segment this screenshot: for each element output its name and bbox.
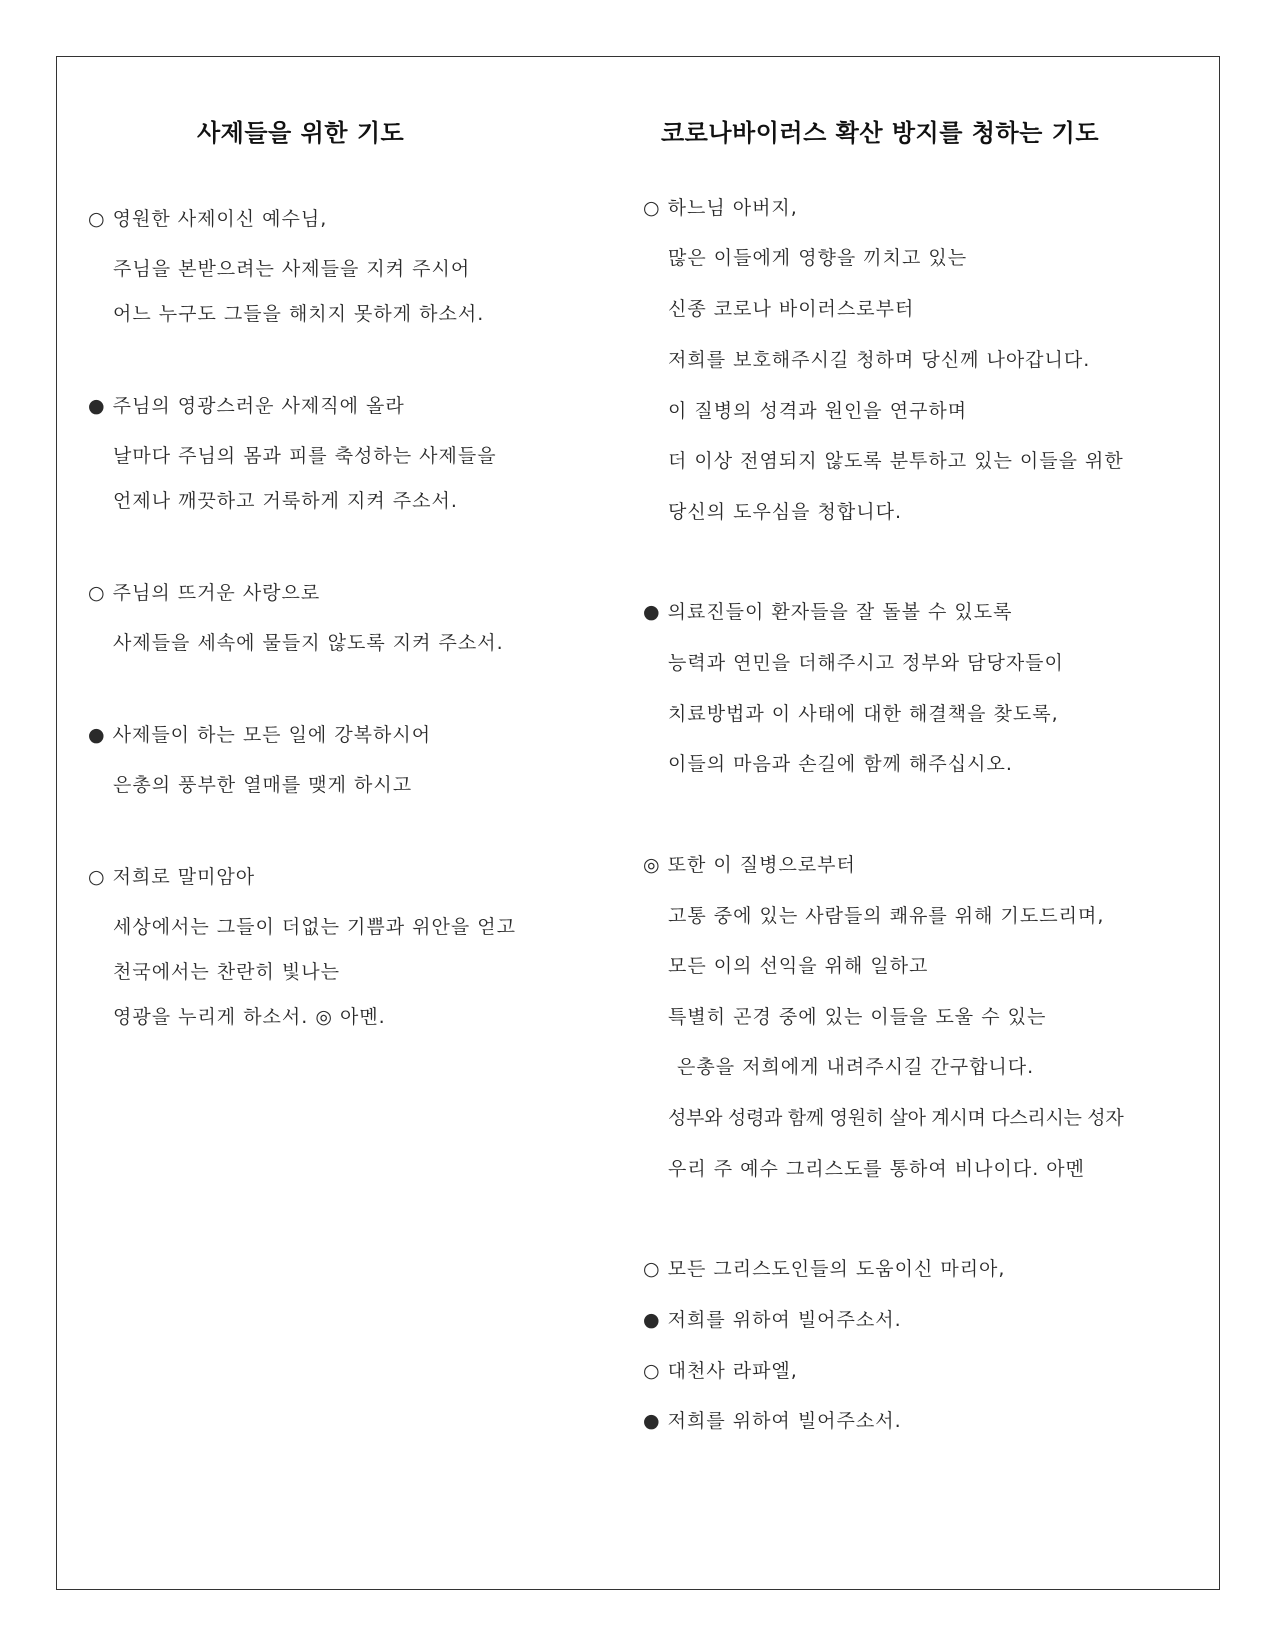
page-border — [56, 56, 1220, 1590]
right-prayer-line: ○ 모든 그리스도인들의 도움이신 마리아, — [643, 1258, 1006, 1280]
left-prayer-line: 사제들을 세속에 물들지 않도록 지켜 주소서. — [113, 632, 504, 654]
right-prayer-line: 더 이상 전염되지 않도록 분투하고 있는 이들을 위한 — [668, 450, 1124, 472]
right-prayer-line: 모든 이의 선익을 위해 일하고 — [668, 955, 929, 977]
left-prayer-line: 영광을 누리게 하소서. ◎ 아멘. — [113, 1006, 386, 1028]
right-prayer-line: 우리 주 예수 그리스도를 통하여 비나이다. 아멘 — [668, 1158, 1086, 1180]
right-prayer-line: 특별히 곤경 중에 있는 이들을 도울 수 있는 — [668, 1006, 1047, 1028]
right-prayer-line: ● 저희를 위하여 빌어주소서. — [643, 1309, 902, 1331]
right-prayer-line: 신종 코로나 바이러스로부터 — [668, 298, 915, 320]
right-prayer-line: ○ 하느님 아버지, — [643, 197, 798, 219]
left-prayer-line: ● 사제들이 하는 모든 일에 강복하시어 — [88, 724, 432, 746]
left-prayer-line: 어느 누구도 그들을 해치지 못하게 하소서. — [113, 303, 485, 325]
right-prayer-line: ○ 대천사 라파엘, — [643, 1360, 798, 1382]
left-prayer-line: ○ 영원한 사제이신 예수님, — [88, 208, 328, 230]
right-prayer-line: 은총을 저희에게 내려주시길 간구합니다. — [677, 1056, 1035, 1078]
right-prayer-line: ◎ 또한 이 질병으로부터 — [643, 854, 856, 876]
left-prayer-line: ○ 저희로 말미암아 — [88, 866, 256, 888]
right-prayer-line: 이들의 마음과 손길에 함께 해주십시오. — [668, 753, 1013, 775]
left-prayer-line: 날마다 주님의 몸과 피를 축성하는 사제들을 — [113, 445, 497, 467]
left-prayer-line: 천국에서는 찬란히 빛나는 — [113, 961, 340, 983]
left-prayer-line: 세상에서는 그들이 더없는 기쁨과 위안을 얻고 — [113, 916, 516, 938]
right-prayer-line: 이 질병의 성격과 원인을 연구하며 — [668, 400, 968, 422]
right-prayer-line: 많은 이들에게 영향을 끼치고 있는 — [668, 247, 968, 269]
right-prayer-line: 당신의 도우심을 청합니다. — [668, 501, 903, 523]
left-prayer-line: ○ 주님의 뜨거운 사랑으로 — [88, 582, 321, 604]
left-prayer-line: 언제나 깨끗하고 거룩하게 지켜 주소서. — [113, 490, 458, 512]
right-prayer-line: 치료방법과 이 사태에 대한 해결책을 찾도록, — [668, 703, 1059, 725]
right-prayer-line: ● 저희를 위하여 빌어주소서. — [643, 1410, 902, 1432]
left-prayer-line: 은총의 풍부한 열매를 맺게 하시고 — [113, 774, 413, 796]
right-prayer-line: ● 의료진들이 환자들을 잘 돌볼 수 있도록 — [643, 601, 1013, 623]
right-prayer-line: 저희를 보호해주시길 청하며 당신께 나아갑니다. — [668, 349, 1091, 371]
right-prayer-line: 성부와 성령과 함께 영원히 살아 계시며 다스리시는 성자 — [668, 1107, 1124, 1129]
right-prayer-line: 고통 중에 있는 사람들의 쾌유를 위해 기도드리며, — [668, 905, 1105, 927]
right-prayer-title: 코로나바이러스 확산 방지를 청하는 기도 — [661, 119, 1100, 147]
left-prayer-title: 사제들을 위한 기도 — [197, 119, 405, 147]
left-prayer-line: ● 주님의 영광스러운 사제직에 올라 — [88, 395, 405, 417]
right-prayer-line: 능력과 연민을 더해주시고 정부와 담당자들이 — [668, 652, 1064, 674]
left-prayer-line: 주님을 본받으려는 사제들을 지켜 주시어 — [113, 258, 471, 280]
